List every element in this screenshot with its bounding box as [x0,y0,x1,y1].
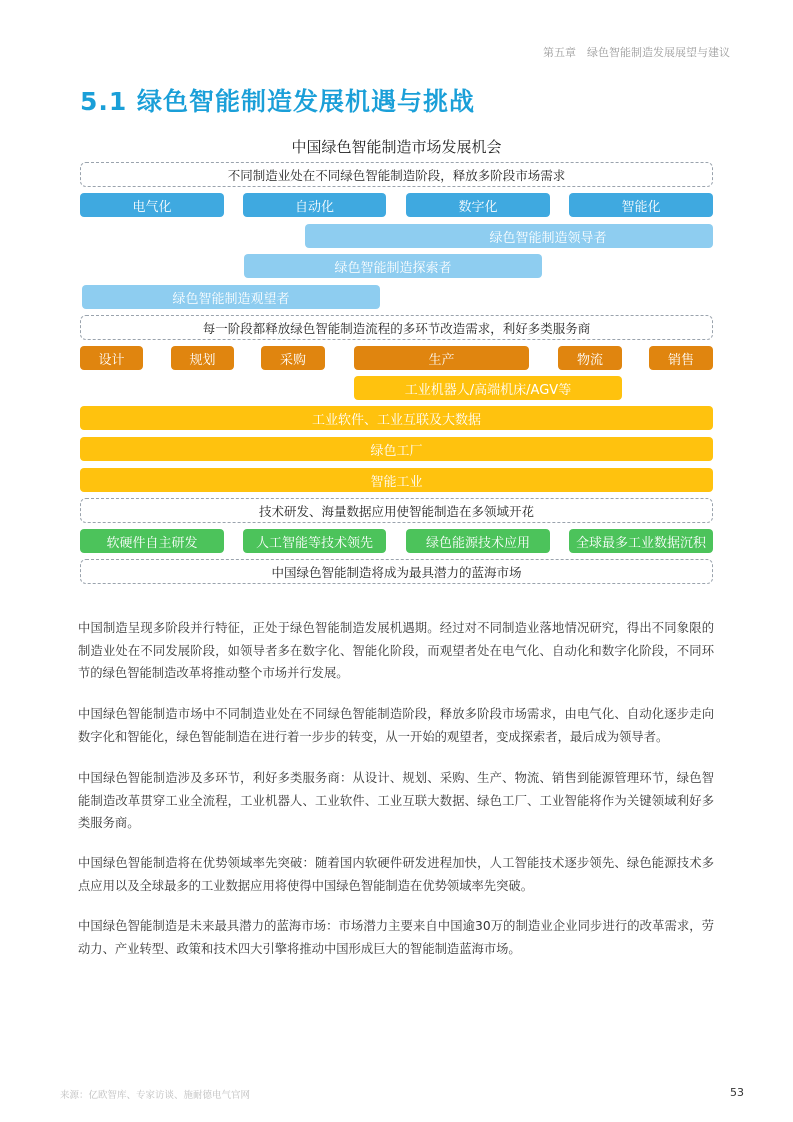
stage-intelligentization: 智能化 [569,193,713,217]
stage-banner: 不同制造业处在不同绿色智能制造阶段，释放多阶段市场需求 [80,162,713,187]
stage-digitalization: 数字化 [406,193,550,217]
role-explorer: 绿色智能制造探索者 [244,254,542,278]
tech-self-rd: 软硬件自主研发 [80,529,224,553]
section-title: 5.1 绿色智能制造发展机遇与挑战 [80,87,475,116]
value-chain-banner: 每一阶段都释放绿色智能制造流程的多环节改造需求，利好多类服务商 [80,315,713,340]
chain-logistics: 物流 [558,346,622,370]
chain-sales: 销售 [649,346,713,370]
paragraph-stage-demand: 中国绿色智能制造市场中不同制造业处在不同绿色智能制造阶段，释放多阶段市场需求，由电气化、自动化逐步走向数字化和智能化，绿色智能制造在进行着一步步的转变，从一开始的观望者，变成探索者，最后成为领导者。 [78,707,714,744]
enabler-software: 工业软件、工业互联及大数据 [80,406,713,430]
paragraph-blue-ocean: 中国绿色智能制造是未来最具潜力的蓝海市场：市场潜力主要来自中国逾30万的制造业企业同步进行的改革需求，劳动力、产业转型、政策和技术四大引擎将推动中国形成巨大的智能制造蓝海市场。 [78,919,714,956]
paragraph-multi-stage: 中国制造呈现多阶段并行特征，正处于绿色智能制造发展机遇期。经过对不同制造业落地情况研究，得出不同象限的制造业处在不同发展阶段，如领导者多在数字化、智能化阶段，而观望者处在电气化、自动化和数字化阶段，不同环节的绿色智能制造改革将推动整个市场并行发展。 [78,621,714,680]
tech-banner: 技术研发、海量数据应用使智能制造在多领域开花 [80,498,713,523]
enabler-robots: 工业机器人/高端机床/AGV等 [354,376,622,400]
paragraph-value-chain: 中国绿色智能制造涉及多环节，利好多类服务商：从设计、规划、采购、生产、物流、销售到能源管理环节，绿色智能制造改革贯穿工业全流程，工业机器人、工业软件、工业互联大数据、绿色工厂、工业智能将作为关键领域利好多类服务商。 [78,771,714,830]
stage-automation: 自动化 [243,193,386,217]
diagram-title: 中国绿色智能制造市场发展机会 [291,138,502,156]
enabler-green-factory: 绿色工厂 [80,437,713,461]
chain-design: 设计 [80,346,143,370]
chain-planning: 规划 [171,346,234,370]
tech-green-energy: 绿色能源技术应用 [406,529,550,553]
chapter-header: 第五章 绿色智能制造发展展望与建议 [543,46,730,59]
tech-ai-leading: 人工智能等技术领先 [243,529,386,553]
enabler-smart-industry: 智能工业 [80,468,713,492]
chain-production: 生产 [354,346,529,370]
role-leader: 绿色智能制造领导者 [305,224,713,248]
tech-industrial-data: 全球最多工业数据沉积 [569,529,713,553]
chain-procurement: 采购 [261,346,325,370]
paragraph-breakthrough: 中国绿色智能制造将在优势领域率先突破：随着国内软硬件研发进程加快，人工智能技术逐步领先、绿色能源技术多点应用以及全球最多的工业数据应用将使得中国绿色智能制造在优势领域率先突破。 [78,856,714,893]
blue-ocean-banner: 中国绿色智能制造将成为最具潜力的蓝海市场 [80,559,713,584]
source-note: 来源：亿欧智库、专家访谈、施耐德电气官网 [60,1090,251,1101]
role-observer: 绿色智能制造观望者 [82,285,380,309]
stage-electrification: 电气化 [80,193,224,217]
page-number: 53 [730,1086,744,1099]
